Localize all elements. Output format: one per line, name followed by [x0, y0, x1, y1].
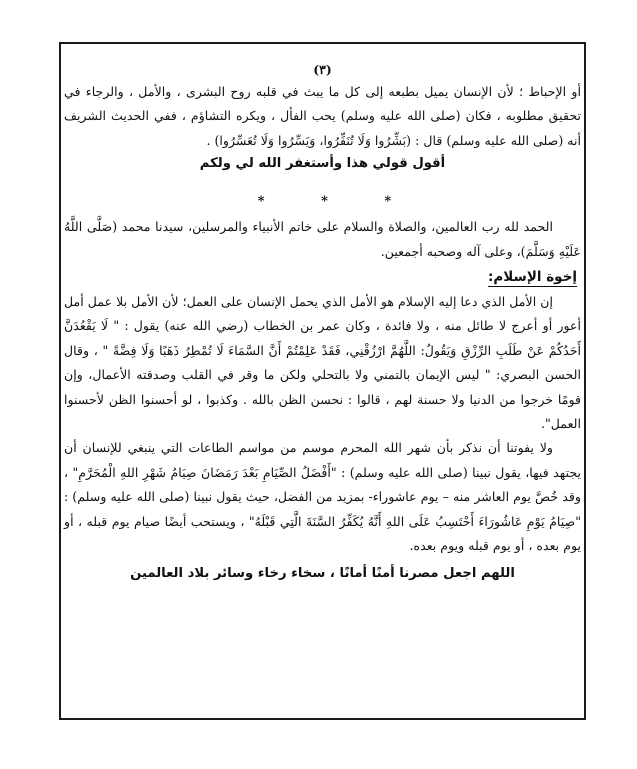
section-heading-text: إخوة الإسلام:: [488, 269, 577, 286]
page-number: (٣): [313, 62, 332, 77]
paragraph-muharram: ولا يفوتنا أن نذكر بأن شهر الله المحرم موسم من مواسم الطاعات التي ينبغي للإنسان أن يجتهد فيها، يقول نبينا (صلى الله عليه وسلم) : "أَفْضَلُ الصِّيَامِ بَعْدَ رَمَضَانَ صِيَامُ شَهْرِ اللهِ الْمُحَرَّمِ" ، وقد خُصَّ يوم العاشر منه – يوم عاشوراء- بمزيد من الفضل، حيث يقول نبينا (صلى الله عليه وسلم) : "صِيَامُ يَوْمِ عَاشُورَاءَ أَحْتَسِبُ عَلَى اللهِ أَنَّهُ يُكَفِّرُ السَّنَةَ الَّتِي قَبْلَهُ" ، ويستحب أيضًا صيام يوم قبله ، أو يوم بعده ، أو يوم قبله ويوم بعده.: [64, 440, 581, 554]
paragraph-hope-and-work: إن الأمل الذي دعا إليه الإسلام هو الأمل الذي يحمل الإنسان على العمل؛ لأن الأمل بلا عمل أمل أعور أو أعرج لا طائل منه ، ولا فائدة ، وكان عمر بن الخطاب (رضي الله عنه) يقول : " لَا يَقْعُدَنَّ أَحَدُكُمْ عَنْ طَلَبِ الرِّزْقِ وَيَقُولُ: اللَّهُمَّ ارْزُقْنِي، فَقَدْ عَلِمْتُمْ أَنَّ السَّمَاءَ لَا تُمْطِرُ ذَهَبًا وَلَا فِضَّةً " ، وقال الحسن البصري: " ليس الإيمان بالتمني ولا بالتحلي ولكن ما وقر في القلب وصدقته الأعمال، وإن قومًا خرجوا من الدنيا ولا حسنة لهم ، قالوا : نحسن الظن بالله . وكذبوا ، لو أحسنوا الظن لأحسنوا العمل".: [64, 294, 581, 432]
paragraph-praise: الحمد لله رب العالمين، والصلاة والسلام على خاتم الأنبياء والمرسلين، سيدنا محمد (صَلَّى اللَّهُ عَلَيْهِ وَسَلَّمَ)، وعلى آله وصحبه أجمعين.: [64, 219, 581, 259]
khutba-closing-line: أقول قولي هذا وأستغفر الله لي ولكم: [199, 156, 446, 172]
document-body: [64, 60, 581, 585]
closing-prayer: اللهم اجعل مصرنا أمنًا أمانًا ، سخاء رخاء وسائر بلاد العالمين: [130, 565, 515, 581]
section-heading: [64, 264, 581, 290]
paragraph-intro: أو الإحباط ؛ لأن الإنسان يميل بطبعه إلى كل ما يبث في قلبه روح البشرى ، والأمل ، والرجاء في تحقيق مطلوبه ، فكان (صلى الله عليه وسلم) يحب الفأل ، ويكره التشاؤم ، ففي الحديث الشريف أنه (صلى الله عليه وسلم) قال : (بَشِّرُوا وَلَا تُنَفِّرُوا، وَيَسِّرُوا وَلَا تُعَسِّرُوا) .: [64, 84, 581, 148]
section-separator: * * *: [257, 194, 418, 210]
